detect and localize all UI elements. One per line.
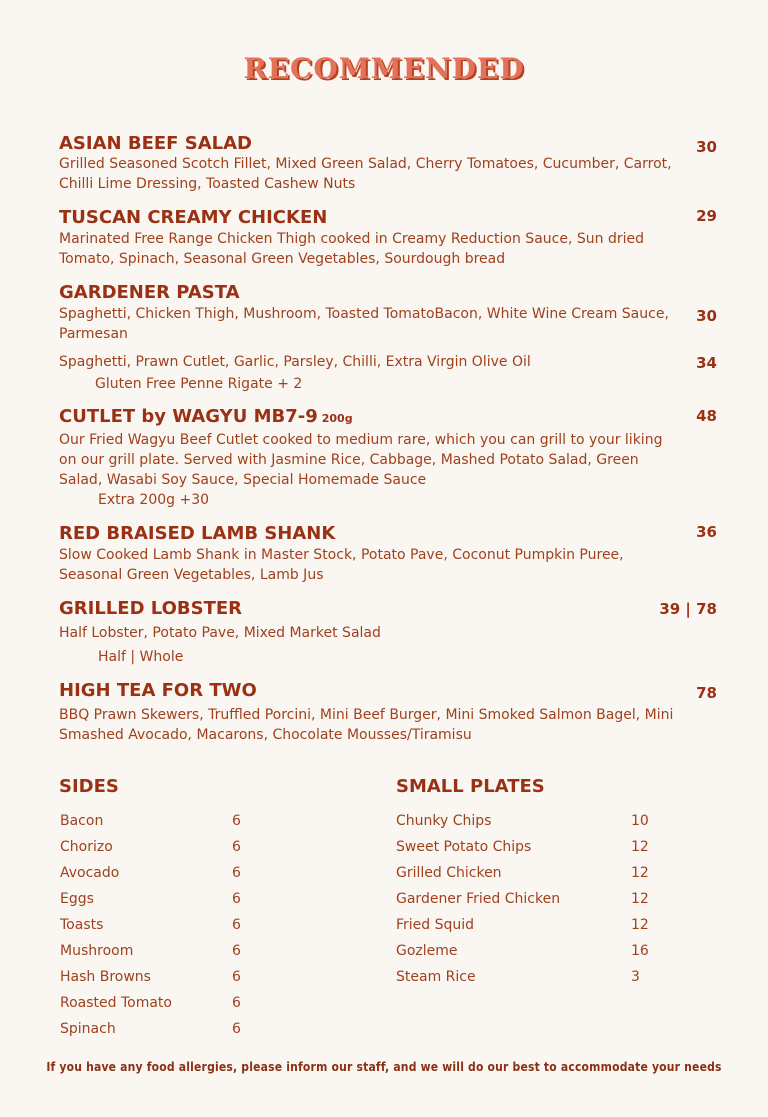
dish-name: GARDENER PASTA: [59, 282, 240, 303]
small-plate-item-name: Chunky Chips: [396, 813, 492, 829]
side-item-name: Hash Browns: [60, 969, 151, 985]
allergy-notice: If you have any food allergies, please inform our staff, and we will do our best to accommodate your needs: [46, 1060, 722, 1074]
dish-description: Half Lobster, Potato Pave, Mixed Market Salad: [59, 625, 381, 641]
dish-price: 29: [696, 207, 717, 225]
dish-price: 48: [696, 407, 717, 425]
dish-description: Our Fried Wagyu Beef Cutlet cooked to medium rare, which you can grill to your liking on our grill plate. Served with Jasmine Rice, Cabbage, Mashed Potato Salad, Green Salad, Wasabi Soy Sauce, Special Homemade Sauce: [59, 432, 663, 488]
small-plate-item-price: 12: [631, 917, 649, 933]
side-item-price: 6: [232, 891, 241, 907]
side-item-price: 6: [232, 1021, 241, 1037]
dish-description: Slow Cooked Lamb Shank in Master Stock, Potato Pave, Coconut Pumpkin Puree, Seasonal Green Vegetables, Lamb Jus: [59, 547, 624, 583]
side-item: [60, 865, 272, 885]
side-item-name: Bacon: [60, 813, 104, 829]
small-plate-item-price: 12: [631, 839, 649, 855]
side-item-price: 6: [232, 813, 241, 829]
small-plate-item-price: 16: [631, 943, 649, 959]
side-item-name: Roasted Tomato: [60, 995, 172, 1011]
small-plate-item: [396, 969, 671, 989]
dish-price: 78: [696, 684, 717, 702]
dish-name-main: CUTLET by WAGYU MB7-9: [59, 406, 318, 427]
small-plate-item: [396, 865, 671, 885]
dish-price: 30: [696, 307, 717, 325]
sides-heading: SIDES: [59, 776, 119, 797]
side-item-name: Eggs: [60, 891, 94, 907]
small-plate-item-name: Gardener Fried Chicken: [396, 891, 561, 907]
side-item-name: Mushroom: [60, 943, 134, 959]
side-item: [60, 891, 272, 911]
dish-name: HIGH TEA FOR TWO: [59, 680, 257, 701]
dish-price: 39 | 78: [659, 600, 717, 618]
small-plate-item-name: Grilled Chicken: [396, 865, 502, 881]
dish-description: Grilled Seasoned Scotch Fillet, Mixed Green Salad, Cherry Tomatoes, Cucumber, Carrot, Chilli Lime Dressing, Toasted Cashew Nuts: [59, 156, 672, 192]
small-plates-heading: SMALL PLATES: [396, 776, 545, 797]
small-plate-item: [396, 943, 671, 963]
dish-description: BBQ Prawn Skewers, Truffled Porcini, Mini Beef Burger, Mini Smoked Salmon Bagel, Mini Smashed Avocado, Macarons, Chocolate Mousses/Tiramisu: [59, 707, 674, 743]
small-plate-item: [396, 917, 671, 937]
side-item: [60, 995, 272, 1015]
side-item-name: Toasts: [60, 917, 104, 933]
dish-name: RED BRAISED LAMB SHANK: [59, 523, 336, 544]
side-item: [60, 839, 272, 859]
dish-price: 36: [696, 523, 717, 541]
small-plate-item: [396, 839, 671, 859]
small-plate-item-price: 12: [631, 865, 649, 881]
side-item: [60, 813, 272, 833]
dish-option: Half | Whole: [98, 649, 184, 665]
side-item-name: Spinach: [60, 1021, 116, 1037]
dish-name: [59, 406, 353, 427]
dish-option: Gluten Free Penne Rigate + 2: [95, 376, 303, 392]
small-plate-item: [396, 813, 671, 833]
side-item: [60, 917, 272, 937]
dish-description: Marinated Free Range Chicken Thigh cooked in Creamy Reduction Sauce, Sun dried Tomato, Spinach, Seasonal Green Vegetables, Sourdough bread: [59, 231, 644, 267]
side-item-name: Chorizo: [60, 839, 113, 855]
side-item: [60, 969, 272, 989]
page-title: RECOMMENDED: [243, 52, 525, 85]
dish-description: Spaghetti, Chicken Thigh, Mushroom, Toasted TomatoBacon, White Wine Cream Sauce, Parmesan: [59, 306, 669, 342]
side-item-price: 6: [232, 917, 241, 933]
small-plate-item-name: Steam Rice: [396, 969, 476, 985]
dish-option: Extra 200g +30: [98, 492, 210, 508]
dish-name-weight: 200g: [321, 412, 353, 425]
dish-name: TUSCAN CREAMY CHICKEN: [59, 207, 328, 228]
side-item-price: 6: [232, 943, 241, 959]
side-item-price: 6: [232, 995, 241, 1011]
side-item-price: 6: [232, 839, 241, 855]
side-item-price: 6: [232, 969, 241, 985]
side-item: [60, 1021, 272, 1041]
small-plate-item-price: 12: [631, 891, 649, 907]
dish-price-alt: 34: [696, 354, 717, 372]
dish-price: 30: [696, 138, 717, 156]
small-plate-item-price: 10: [631, 813, 649, 829]
small-plate-item-name: Sweet Potato Chips: [396, 839, 532, 855]
side-item-name: Avocado: [60, 865, 120, 881]
small-plate-item-name: Gozleme: [396, 943, 458, 959]
dish-name: GRILLED LOBSTER: [59, 598, 243, 619]
side-item: [60, 943, 272, 963]
small-plate-item-name: Fried Squid: [396, 917, 475, 933]
small-plate-item-price: 3: [631, 969, 640, 985]
dish-description-alt: Spaghetti, Prawn Cutlet, Garlic, Parsley, Chilli, Extra Virgin Olive Oil: [59, 354, 531, 370]
small-plate-item: [396, 891, 671, 911]
dish-name: ASIAN BEEF SALAD: [59, 133, 252, 154]
side-item-price: 6: [232, 865, 241, 881]
